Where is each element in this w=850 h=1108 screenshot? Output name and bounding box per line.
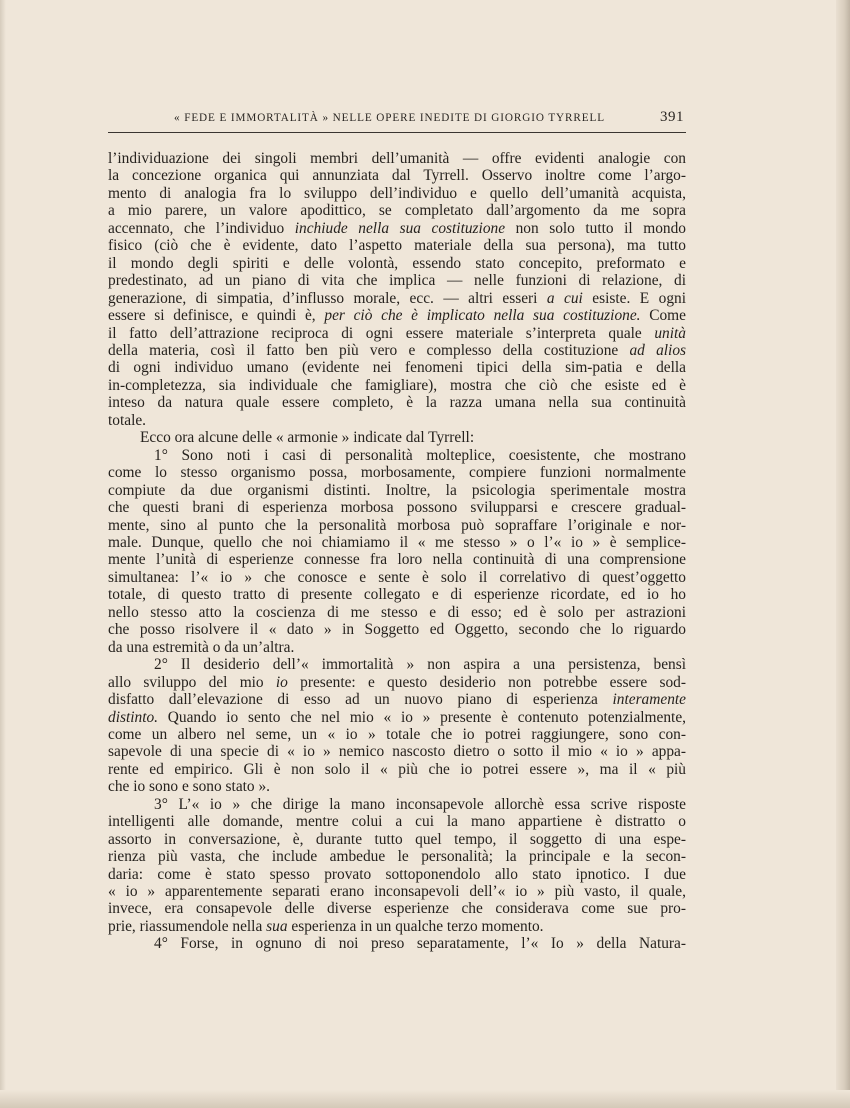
text-segment: assorto in conversazione, è, durante tutto quel tempo, il soggetto di una espe- xyxy=(108,830,686,848)
text-segment: compiute da due organismi distinti. Inoltre, la psicologia sperimentale mostra xyxy=(108,481,686,499)
text-line xyxy=(108,551,686,568)
text-line xyxy=(108,517,686,534)
text-line xyxy=(108,255,686,272)
text-segment: male. Dunque, quello che noi chiamiamo il « me stesso » o l’« io » è semplice- xyxy=(108,533,686,551)
text-segment: totale. xyxy=(108,411,147,429)
text-line xyxy=(108,831,686,848)
text-line xyxy=(108,918,686,935)
text-segment: inteso da natura quale essere completo, è la razza umana nella sua continuità xyxy=(108,394,686,412)
text-segment: il mondo degli spiriti e delle volontà, essendo stato concepito, preformato e xyxy=(108,254,686,272)
running-title: « FEDE E IMMORTALITÀ » NELLE OPERE INEDITE DI GIORGIO TYRRELL xyxy=(174,112,605,124)
text-line xyxy=(108,150,686,167)
text-line xyxy=(108,569,686,586)
text-line xyxy=(108,848,686,865)
text-segment: essere si definisce, e quindi è, xyxy=(108,307,325,325)
text-line xyxy=(108,412,686,429)
text-line xyxy=(108,447,686,464)
text-segment: in-completezza, sia individuale che famigliare), mostra che ciò che esiste ed è xyxy=(108,376,686,394)
text-line xyxy=(108,935,686,952)
text-segment: nello stesso atto la coscienza di me stesso e di esso; ed è solo per astrazioni xyxy=(108,603,686,621)
text-segment: Come xyxy=(640,307,686,325)
text-line xyxy=(108,656,686,673)
text-line xyxy=(108,429,686,446)
text-segment: 1° Sono noti i casi di personalità molteplice, coesistente, che mostrano xyxy=(154,446,686,464)
text-segment: di ogni individuo umano (evidente nei fenomeni tipici della sim-patia e della xyxy=(108,359,686,377)
text-segment: non solo tutto il mondo xyxy=(505,219,687,237)
text-segment: totale, di questo tratto di presente collegato e di esperienze ricordate, ed io ho xyxy=(108,586,686,604)
italic-text: interamente xyxy=(612,691,686,709)
text-segment: mente l’unità di esperienze connesse fra loro nella continuità di una comprensione xyxy=(108,551,686,569)
text-segment: il fatto dell’attrazione reciproca di ogni essere materiale s’interpreta quale xyxy=(108,324,655,342)
text-line xyxy=(108,866,686,883)
text-line xyxy=(108,778,686,795)
text-segment: 3° L’« io » che dirige la mano inconsapevole allorchè essa scrive risposte xyxy=(154,795,686,813)
text-segment: prie, riassumendole nella xyxy=(108,917,267,935)
text-segment: da una estremità o da un’altra. xyxy=(108,638,295,656)
page-header xyxy=(108,109,686,132)
text-line xyxy=(108,621,686,638)
text-line xyxy=(108,290,686,307)
italic-text: io xyxy=(275,673,288,691)
text-line xyxy=(108,586,686,603)
text-line xyxy=(108,272,686,289)
page-number: 391 xyxy=(660,109,684,125)
text-segment: che io sono e sono stato ». xyxy=(108,778,271,796)
text-line xyxy=(108,237,686,254)
page-left-edge xyxy=(0,0,6,1108)
text-segment: sapevole di una specie di « io » nemico nascosto dietro o sotto il mio « io » appa- xyxy=(108,743,686,761)
text-segment: che questi brani di esperienza morbosa possono svilupparsi e crescere gradual- xyxy=(108,499,686,517)
text-line xyxy=(108,883,686,900)
text-segment: Ecco ora alcune delle « armonie » indicate dal Tyrrell: xyxy=(140,429,475,447)
text-segment: l’individuazione dei singoli membri dell’umanità — offre evidenti analogie con xyxy=(108,150,686,167)
text-segment: esperienza in un qualche terzo momento. xyxy=(287,917,544,935)
text-segment: intelligenti alle domande, mentre colui a cui la mano appartiene è distratto o xyxy=(108,813,686,831)
text-segment: disfatto dall’elevazione di esso ad un nuovo piano di esperienza xyxy=(108,691,613,709)
text-line xyxy=(108,743,686,760)
text-line xyxy=(108,499,686,516)
text-segment: rienza più vasta, che include ambedue le personalità; la principale e la secon- xyxy=(108,848,686,866)
text-line xyxy=(108,464,686,481)
page-bottom-edge xyxy=(0,1090,850,1108)
text-line xyxy=(108,761,686,778)
text-line xyxy=(108,185,686,202)
text-line xyxy=(108,674,686,691)
page-right-edge xyxy=(836,0,850,1108)
text-segment: simultanea: l’« io » che conosce e sente è solo il correlativo di quest’oggetto xyxy=(108,568,686,586)
italic-text: inchiude nella sua costituzione xyxy=(294,219,506,237)
italic-text: per ciò che è implicato nella sua costituzione. xyxy=(324,307,641,325)
header-rule xyxy=(108,132,686,133)
text-segment: esiste. E ogni xyxy=(582,289,686,307)
text-line xyxy=(108,202,686,219)
text-segment: che posso risolvere il « dato » in Soggetto ed Oggetto, secondo che lo riguardo xyxy=(108,621,686,639)
text-segment: « io » apparentemente separati erano inconsapevoli dell’« io » più vasto, il quale, xyxy=(108,883,686,901)
text-segment: la concezione organica qui annunziata dal Tyrrell. Osservo inoltre come l’argo- xyxy=(108,167,686,185)
italic-text: unità xyxy=(654,324,686,342)
text-line xyxy=(108,307,686,324)
text-segment: rente ed empirico. Gli è non solo il « più che io potrei essere », ma il « più xyxy=(108,760,686,778)
text-segment: a mio parere, un valore apodittico, se completato dall’argomento da me sopra xyxy=(108,202,686,220)
text-line xyxy=(108,377,686,394)
text-segment: mente, sino al punto che la personalità morbosa può sopraffare l’originale e nor- xyxy=(108,516,686,534)
italic-text: sua xyxy=(266,917,288,935)
text-segment: accennato, che l’individuo xyxy=(108,219,295,237)
text-segment: 2° Il desiderio dell’« immortalità » non aspira a una persistenza, bensì xyxy=(154,656,686,674)
text-line xyxy=(108,709,686,726)
text-line xyxy=(108,394,686,411)
text-line xyxy=(108,691,686,708)
text-line xyxy=(108,359,686,376)
text-line xyxy=(108,726,686,743)
text-segment: della materia, così il fatto ben più vero e complesso della costituzione xyxy=(108,341,630,359)
body-text xyxy=(108,150,686,953)
text-line xyxy=(108,604,686,621)
italic-text: distinto. xyxy=(108,708,159,726)
text-line xyxy=(108,534,686,551)
text-segment: generazione, di simpatia, d’influsso morale, ecc. — altri esseri xyxy=(108,289,547,307)
text-segment: allo sviluppo del mio xyxy=(108,673,276,691)
italic-text: a cui xyxy=(546,289,583,307)
text-segment: predestinato, ad un piano di vita che implica — nelle funzioni di relazione, di xyxy=(108,272,686,290)
text-line xyxy=(108,796,686,813)
text-segment: 4° Forse, in ognuno di noi preso separatamente, l’« Io » della Natura- xyxy=(154,935,686,953)
text-line xyxy=(108,482,686,499)
text-segment: come lo stesso organismo possa, morbosamente, compiere funzioni normalmente xyxy=(108,464,686,482)
text-segment: presente: e questo desiderio non potrebbe essere sod- xyxy=(287,673,687,691)
text-segment: come un albero nel seme, un « io » totale che io potrei raggiungere, sono con- xyxy=(108,725,686,743)
text-segment: Quando io sento che nel mio « io » presente è contenuto potenzialmente, xyxy=(158,708,686,726)
text-line xyxy=(108,220,686,237)
text-line xyxy=(108,342,686,359)
text-line xyxy=(108,900,686,917)
italic-text: ad alios xyxy=(629,341,686,359)
text-line xyxy=(108,167,686,184)
text-segment: invece, era consapevole delle diverse esperienze che considerava come sue pro- xyxy=(108,900,686,918)
text-line xyxy=(108,813,686,830)
text-segment: daria: come è stato spesso provato sottoponendolo allo stato ipnotico. I due xyxy=(108,865,686,883)
text-line xyxy=(108,639,686,656)
text-segment: mento di analogia fra lo sviluppo dell’individuo e quello dell’umanità acquista, xyxy=(108,184,686,202)
text-line xyxy=(108,325,686,342)
text-segment: fisico (ciò che è evidente, dato l’aspetto materiale della sua persona), ma tutto xyxy=(108,237,686,255)
